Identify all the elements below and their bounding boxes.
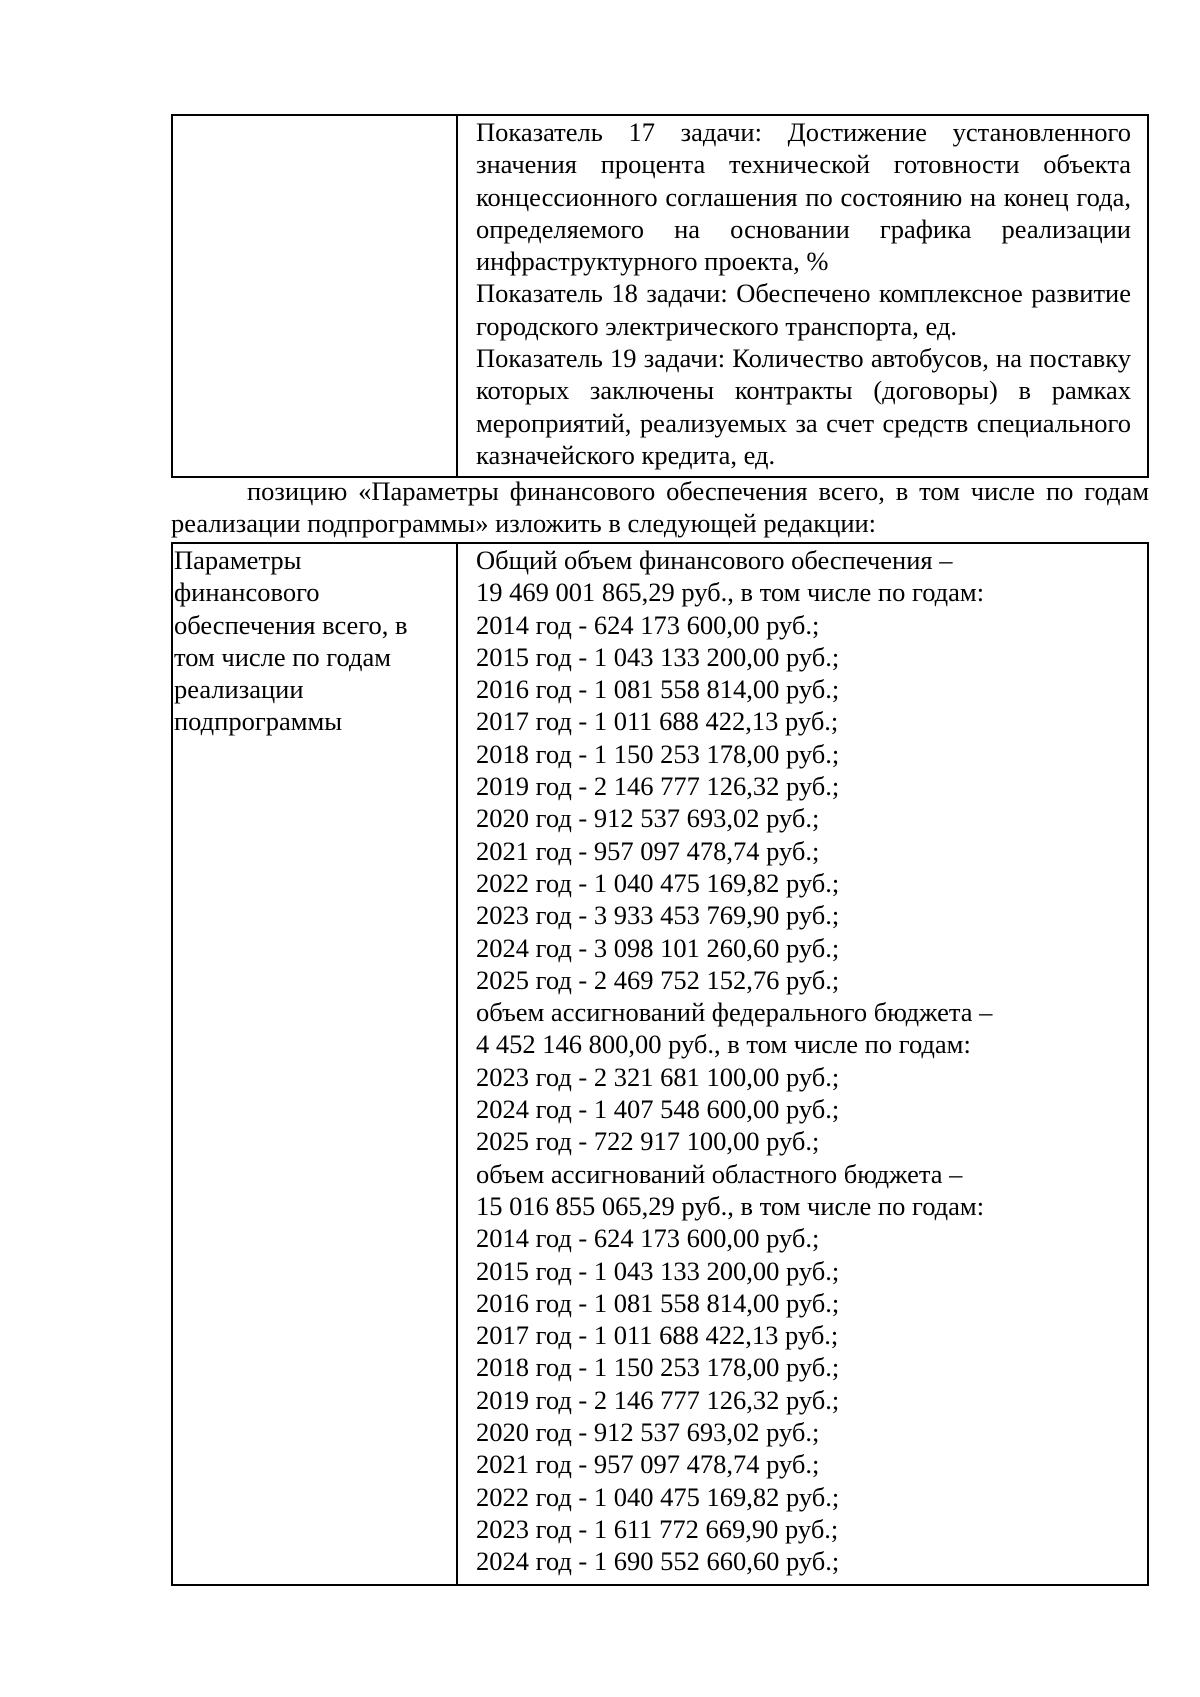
financing-value-line: 2020 год - 912 537 693,02 руб.; xyxy=(476,803,820,834)
financing-value-line: 4 452 146 800,00 руб., в том числе по годам: xyxy=(476,1029,971,1060)
financing-value-line: 2023 год - 3 933 453 769,90 руб.; xyxy=(476,900,840,931)
financing-label-line: финансового xyxy=(174,577,320,608)
financing-label xyxy=(173,544,456,738)
financing-table xyxy=(171,542,1149,1586)
financing-value-line: 19 469 001 865,29 руб., в том числе по годам: xyxy=(476,577,985,608)
financing-label-line: подпрограммы xyxy=(174,706,343,737)
financing-value-line: 2025 год - 2 469 752 152,76 руб.; xyxy=(476,964,840,995)
financing-label-cell xyxy=(172,543,457,1585)
table-row xyxy=(172,543,1148,1585)
indicators-table xyxy=(171,114,1149,478)
financing-value-line: объем ассигнований областного бюджета – xyxy=(476,1158,963,1189)
financing-value-line: 15 016 855 065,29 руб., в том числе по годам: xyxy=(476,1190,985,1221)
financing-value-line: 2014 год - 624 173 600,00 руб.; xyxy=(476,609,820,640)
financing-value-line: 2023 год - 2 321 681 100,00 руб.; xyxy=(476,1061,840,1092)
financing-value-line: 2023 год - 1 611 772 669,90 руб.; xyxy=(476,1513,839,1544)
financing-value-line: 2024 год - 1 690 552 660,60 руб.; xyxy=(476,1546,840,1577)
financing-value-line: 2016 год - 1 081 558 814,00 руб.; xyxy=(476,674,840,705)
financing-value-line: 2018 год - 1 150 253 178,00 руб.; xyxy=(476,738,840,769)
indicator-17: Показатель 17 задачи: Достижение установленного значения процента технической готовности объекта концессионного соглашения по состоянию на конец года, определяемого на основании графика реализации инфраструктурного проекта, % xyxy=(476,117,1131,277)
financing-value-line: 2016 год - 1 081 558 814,00 руб.; xyxy=(476,1287,840,1318)
financing-value-line: 2017 год - 1 011 688 422,13 руб.; xyxy=(476,1320,839,1351)
financing-values-cell xyxy=(457,543,1148,1585)
financing-value-line: 2021 год - 957 097 478,74 руб.; xyxy=(476,1449,820,1480)
indicator-19: Показатель 19 задачи: Количество автобусов, на поставку которых заключены контракты (договоры) в рамках мероприятий, реализуемых за счет средств специального казначейского кредита, ед. xyxy=(476,343,1131,470)
financing-value-line: 2020 год - 912 537 693,02 руб.; xyxy=(476,1417,820,1448)
table-cell-empty xyxy=(172,115,457,477)
financing-value-line: объем ассигнований федерального бюджета – xyxy=(476,997,993,1028)
financing-value-line: 2022 год - 1 040 475 169,82 руб.; xyxy=(476,1481,840,1512)
financing-value-line: Общий объем финансового обеспечения – xyxy=(476,545,953,575)
financing-label-line: Параметры xyxy=(174,545,302,575)
indicators-cell xyxy=(457,115,1148,477)
financing-label-line: том числе по годам xyxy=(174,641,392,672)
financing-label-line: обеспечения всего, в xyxy=(174,609,408,640)
financing-value-line: 2025 год - 722 917 100,00 руб.; xyxy=(476,1126,820,1157)
financing-value-line: 2022 год - 1 040 475 169,82 руб.; xyxy=(476,867,840,898)
indicator-18: Показатель 18 задачи: Обеспечено комплексное развитие городского электрического транспорта, ед. xyxy=(476,278,1131,341)
financing-value-line: 2024 год - 3 098 101 260,60 руб.; xyxy=(476,932,840,963)
financing-value-line: 2017 год - 1 011 688 422,13 руб.; xyxy=(476,706,839,737)
financing-value-line: 2015 год - 1 043 133 200,00 руб.; xyxy=(476,1255,840,1286)
financing-value-line: 2018 год - 1 150 253 178,00 руб.; xyxy=(476,1352,840,1383)
financing-value-line: 2019 год - 2 146 777 126,32 руб.; xyxy=(476,771,840,802)
financing-label-line: реализации xyxy=(174,674,304,705)
financing-value-line: 2024 год - 1 407 548 600,00 руб.; xyxy=(476,1094,840,1125)
financing-value-line: 2015 год - 1 043 133 200,00 руб.; xyxy=(476,641,840,672)
amendment-paragraph: позицию «Параметры финансового обеспечения всего, в том числе по годам реализации подпрограммы» изложить в следующей редакции: xyxy=(171,476,1149,539)
financing-value-line: 2021 год - 957 097 478,74 руб.; xyxy=(476,835,820,866)
financing-values xyxy=(476,544,1131,1578)
table-row xyxy=(172,115,1148,477)
financing-value-line: 2019 год - 2 146 777 126,32 руб.; xyxy=(476,1384,840,1415)
financing-value-line: 2014 год - 624 173 600,00 руб.; xyxy=(476,1223,820,1254)
